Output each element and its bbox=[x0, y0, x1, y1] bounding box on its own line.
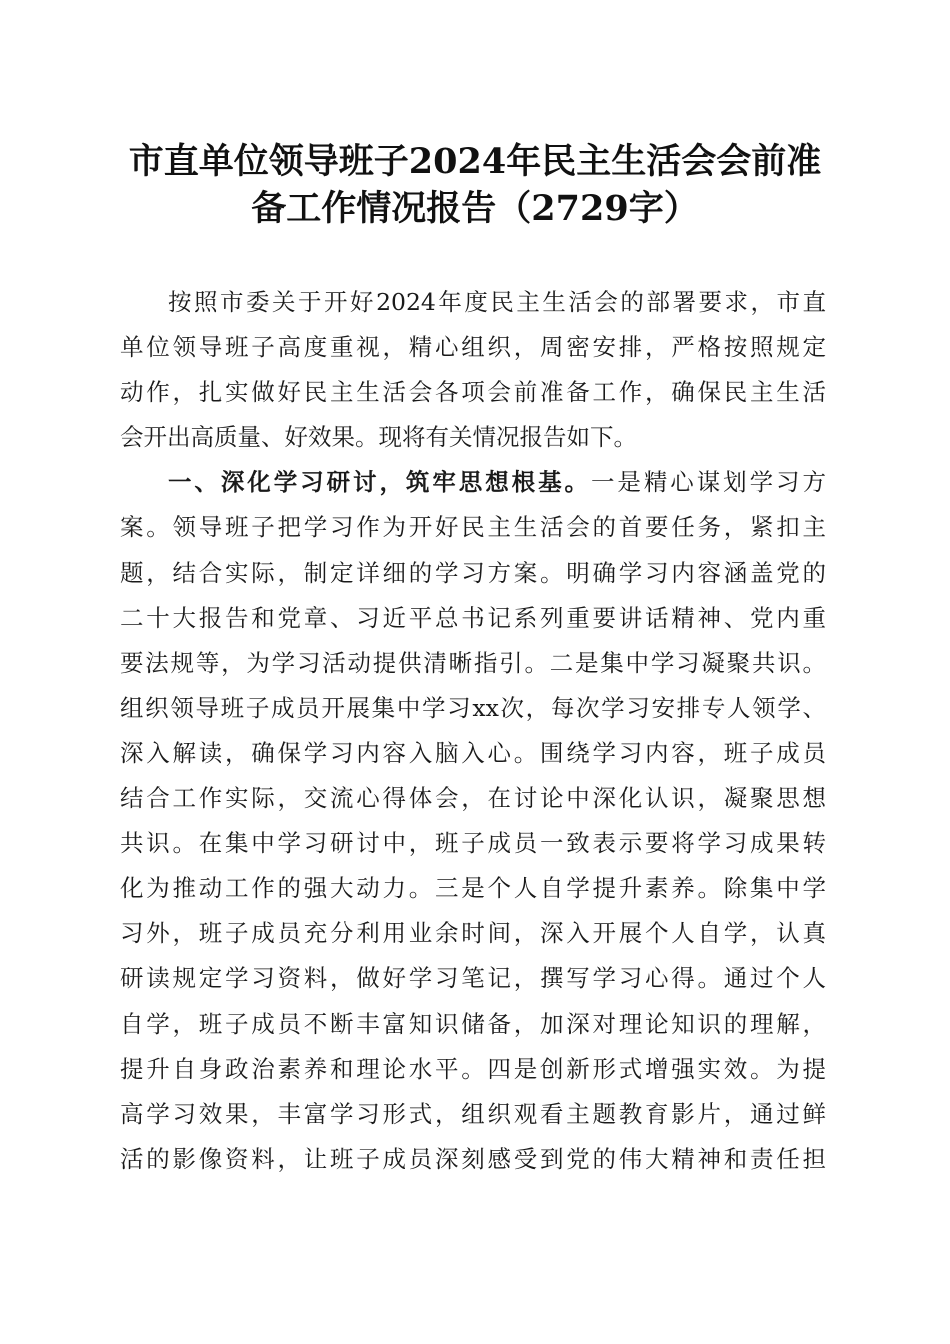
text-line: 结合工作实际，交流心得体会，在讨论中深化认识，凝聚思想 bbox=[120, 784, 826, 813]
text-line: 题，结合实际，制定详细的学习方案。明确学习内容涵盖党的 bbox=[120, 558, 826, 587]
text-line: 组织领导班子成员开展集中学习xx次，每次学习安排专人领学、 bbox=[120, 693, 826, 722]
text-line: 共识。在集中学习研讨中，班子成员一致表示要将学习成果转 bbox=[120, 829, 826, 858]
section-first-line-text: 一是精心谋划学习方 bbox=[591, 468, 826, 497]
text-line: 活的影像资料，让班子成员深刻感受到党的伟大精神和责任担 bbox=[120, 1144, 826, 1173]
text-line: 要法规等，为学习活动提供清晰指引。二是集中学习凝聚共识。 bbox=[120, 648, 826, 677]
text-line: 按照市委关于开好2024年度民主生活会的部署要求，市直 bbox=[168, 288, 826, 316]
section-first-line bbox=[120, 460, 826, 505]
title-line-1: 市直单位领导班子2024年民主生活会会前准 bbox=[128, 141, 822, 182]
document-title bbox=[100, 138, 850, 232]
paragraph-intro bbox=[120, 280, 826, 460]
title-line-2: 备工作情况报告（2729字） bbox=[251, 188, 699, 229]
text-line: 自学，班子成员不断丰富知识储备，加深对理论知识的理解， bbox=[120, 1009, 826, 1038]
text-line: 研读规定学习资料，做好学习笔记，撰写学习心得。通过个人 bbox=[120, 964, 826, 993]
text-line: 高学习效果，丰富学习形式，组织观看主题教育影片，通过鲜 bbox=[120, 1099, 826, 1128]
document-body bbox=[120, 280, 826, 1182]
text-line: 案。领导班子把学习作为开好民主生活会的首要任务，紧扣主 bbox=[120, 513, 826, 542]
text-line: 习外，班子成员充分利用业余时间，深入开展个人自学，认真 bbox=[120, 919, 826, 948]
text-line: 化为推动工作的强大动力。三是个人自学提升素养。除集中学 bbox=[120, 874, 826, 903]
section-heading: 一、深化学习研讨，筑牢思想根基。 bbox=[168, 468, 591, 497]
text-line: 单位领导班子高度重视，精心组织，周密安排，严格按照规定 bbox=[120, 333, 826, 362]
text-line: 提升自身政治素养和理论水平。四是创新形式增强实效。为提 bbox=[120, 1054, 826, 1083]
paragraph-section-1 bbox=[120, 460, 826, 1182]
text-line: 动作，扎实做好民主生活会各项会前准备工作，确保民主生活 bbox=[120, 378, 826, 407]
text-line: 二十大报告和党章、习近平总书记系列重要讲话精神、党内重 bbox=[120, 603, 826, 632]
text-line: 深入解读，确保学习内容入脑入心。围绕学习内容，班子成员 bbox=[120, 738, 826, 767]
text-line: 会开出高质量、好效果。现将有关情况报告如下。 bbox=[120, 423, 637, 452]
